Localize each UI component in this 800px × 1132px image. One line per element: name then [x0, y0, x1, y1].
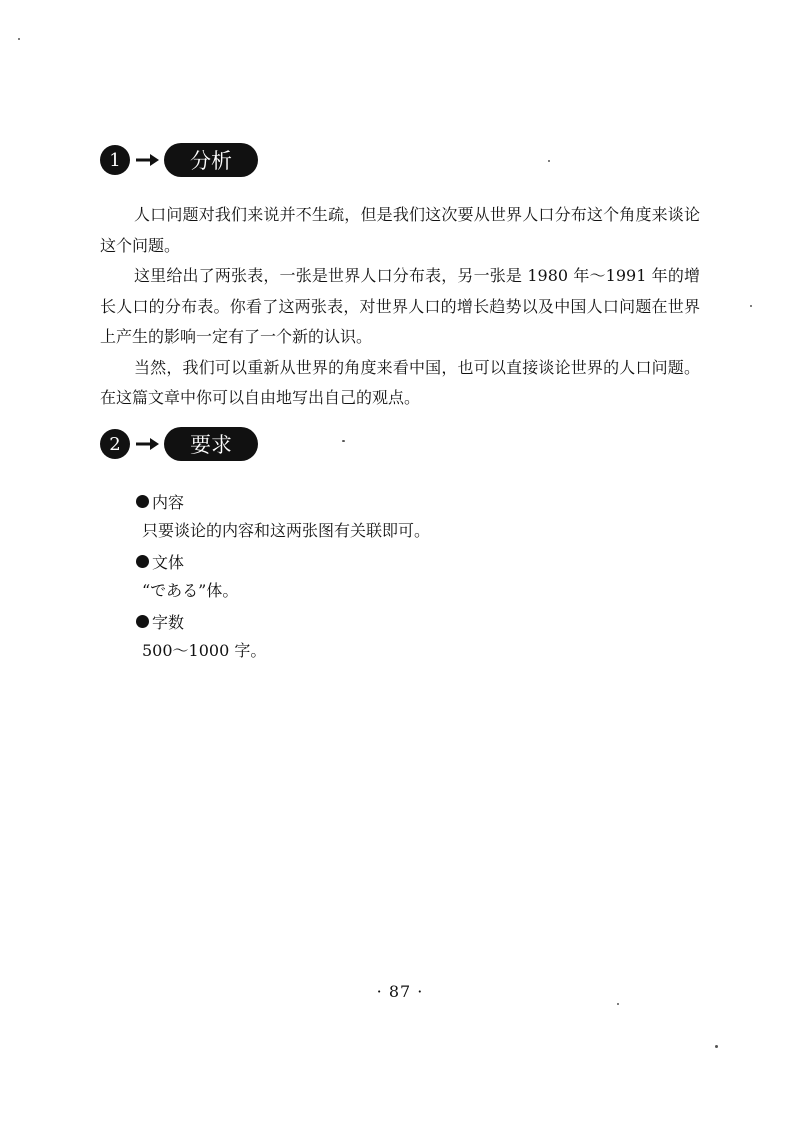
arrow-right-icon: [134, 150, 160, 170]
section-number-badge: 2: [100, 429, 130, 459]
requirement-item-content: [136, 486, 430, 516]
scan-speck: [342, 440, 345, 442]
arrow-right-icon: [134, 434, 160, 454]
requirement-label: 文体: [152, 552, 185, 572]
analysis-paragraph: 这里给出了两张表，一张是世界人口分布表，另一张是 1980 年～1991 年的增长人口的分布表。你看了这两张表，对世界人口的增长趋势以及中国人口问题在世界上产生的影响一定有了一个新的认识。: [100, 266, 700, 346]
section-title-badge: 要求: [164, 427, 258, 461]
scan-speck: [18, 38, 20, 40]
section-number-badge: 1: [100, 145, 130, 175]
requirement-item-length: [136, 606, 430, 636]
scan-speck: [715, 1045, 718, 1048]
analysis-body: [100, 200, 700, 414]
requirement-item-style: [136, 546, 430, 576]
analysis-paragraph: 当然，我们可以重新从世界的角度来看中国，也可以直接谈论世界的人口问题。在这篇文章中你可以自由地写出自己的观点。: [100, 357, 700, 407]
scan-speck: [617, 1003, 619, 1005]
page-number: · 87 ·: [376, 982, 424, 1001]
bullet-icon: [136, 495, 149, 508]
scan-speck: [548, 160, 550, 162]
requirement-text: 500～1000 字。: [142, 641, 267, 660]
requirements-list: [136, 486, 430, 666]
section-heading-requirements: [100, 424, 258, 464]
requirement-label: 内容: [152, 492, 185, 512]
section-heading-analysis: [100, 140, 258, 180]
bullet-icon: [136, 555, 149, 568]
requirement-text: 只要谈论的内容和这两张图有关联即可。: [142, 521, 431, 540]
requirement-label: 字数: [152, 612, 185, 632]
scan-speck: [750, 305, 752, 307]
requirement-text: “である”体。: [142, 581, 239, 600]
analysis-paragraph: 人口问题对我们来说并不生疏，但是我们这次要从世界人口分布这个角度来谈论这个问题。: [100, 205, 700, 255]
section-title-badge: 分析: [164, 143, 258, 177]
bullet-icon: [136, 615, 149, 628]
